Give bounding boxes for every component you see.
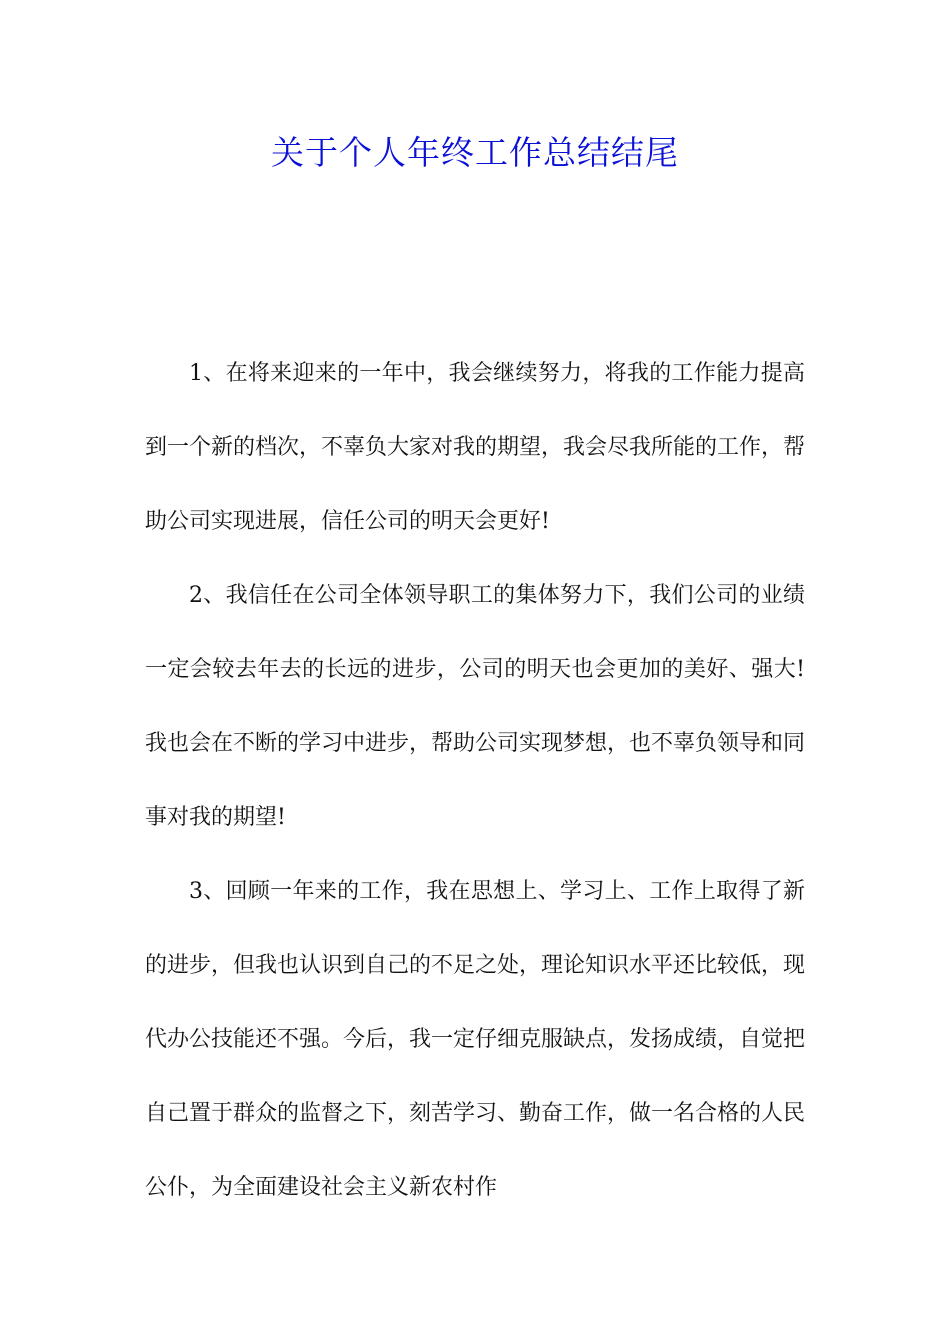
paragraph-1: 1、在将来迎来的一年中，我会继续努力，将我的工作能力提高到一个新的档次，不辜负大家对我的期望，我会尽我所能的工作，帮助公司实现进展，信任公司的明天会更好! (145, 361, 806, 534)
document-body (145, 337, 805, 1225)
paragraph-3: 3、回顾一年来的工作，我在思想上、学习上、工作上取得了新的进步，但我也认识到自己的不足之处，理论知识水平还比较低，现代办公技能还不强。今后，我一定仔细克服缺点，发扬成绩，自觉把自己置于群众的监督之下，刻苦学习、勤奋工作，做一名合格的人民公仆，为全面建设社会主义新农村作 (145, 879, 806, 1200)
document-title: 关于个人年终工作总结结尾 (271, 133, 679, 172)
paragraph-2: 2、我信任在公司全体领导职工的集体努力下，我们公司的业绩一定会较去年去的长远的进步，公司的明天也会更加的美好、强大!我也会在不断的学习中进步，帮助公司实现梦想，也不辜负领导和同事对我的期望! (145, 583, 806, 830)
